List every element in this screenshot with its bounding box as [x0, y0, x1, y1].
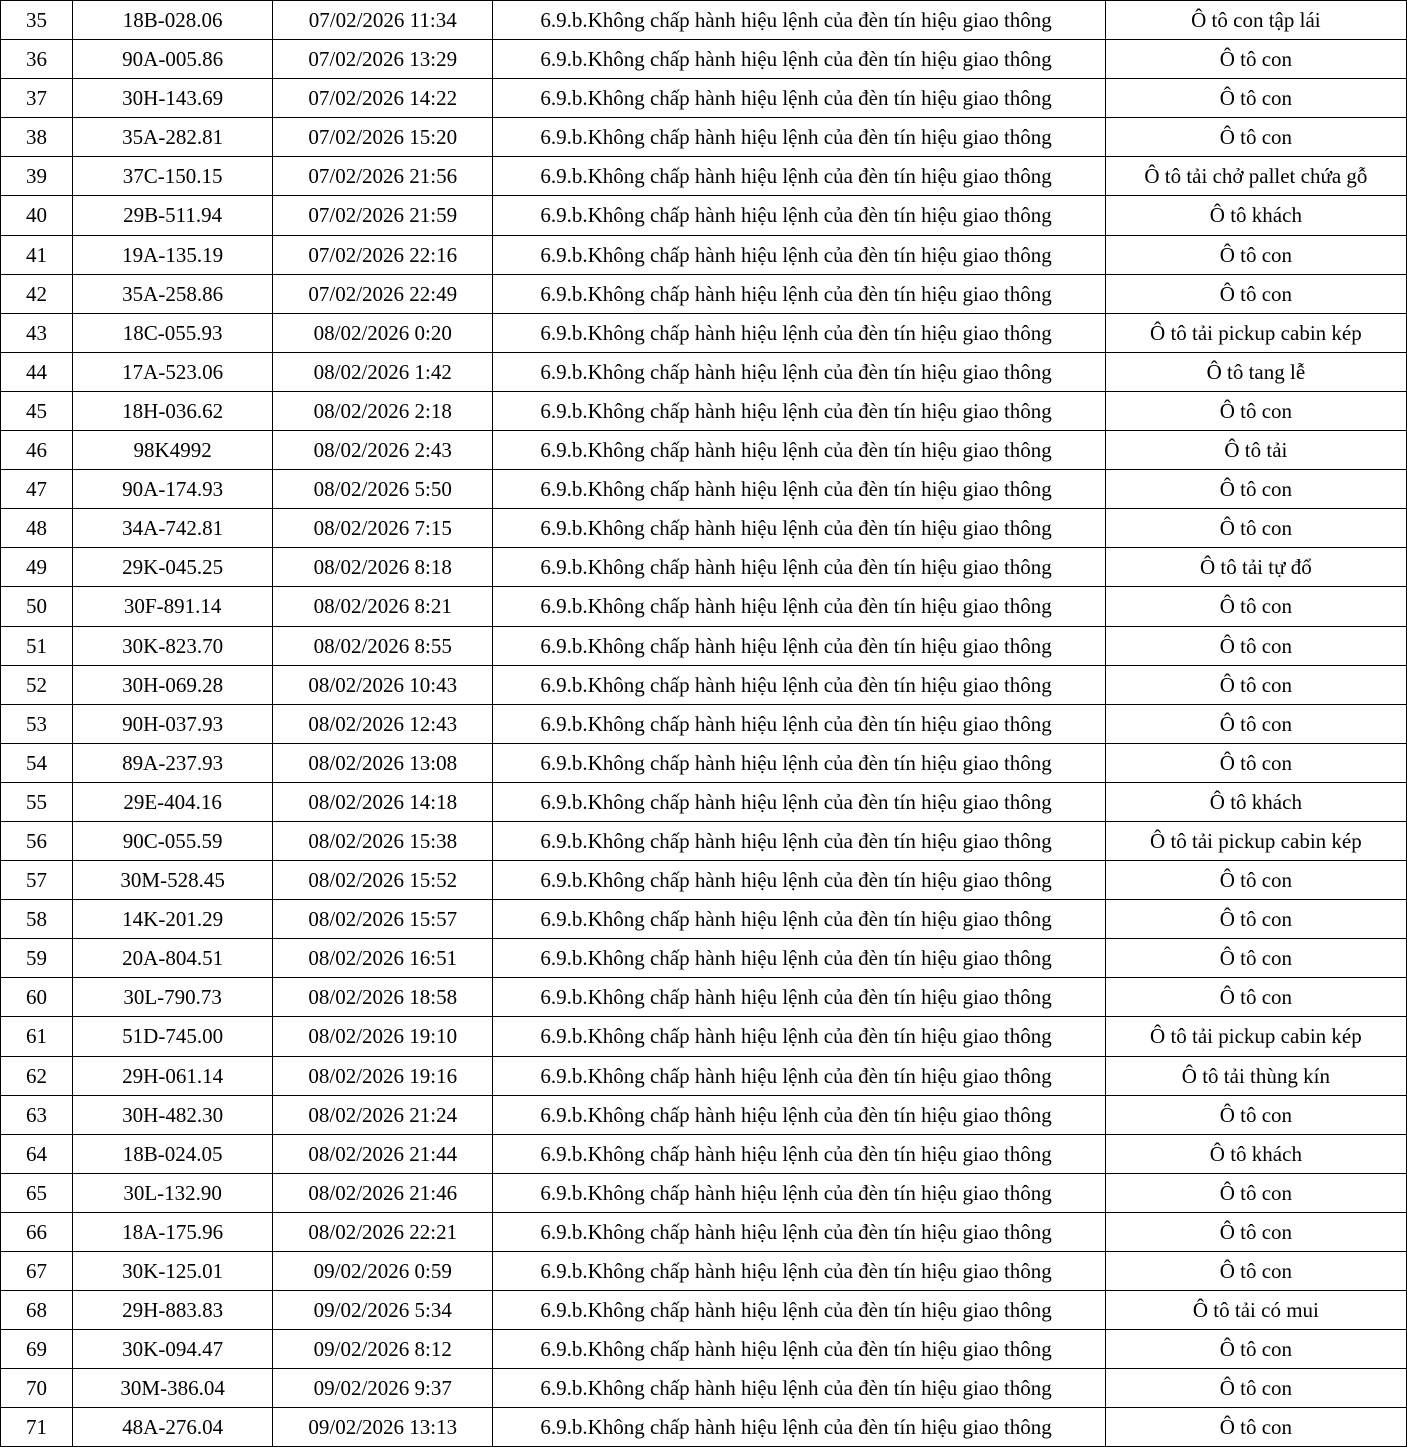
table-row: [1, 1017, 1407, 1056]
table-row: [1, 509, 1407, 548]
cell-type: Ô tô tải tự đổ: [1105, 548, 1406, 587]
table-row: [1, 861, 1407, 900]
cell-stt: 43: [1, 313, 73, 352]
cell-plate: 30L-790.73: [73, 978, 273, 1017]
cell-time: 07/02/2026 22:16: [273, 235, 493, 274]
cell-violation: [493, 1252, 1105, 1291]
table-row: [1, 743, 1407, 782]
violation-text: 6.9.b.Không chấp hành hiệu lệnh của đèn tín hiệu giao thông: [540, 164, 1052, 189]
cell-violation: [493, 1095, 1105, 1134]
table-row: [1, 235, 1407, 274]
cell-type: Ô tô con: [1105, 509, 1406, 548]
cell-time: 08/02/2026 8:55: [273, 626, 493, 665]
table-row: [1, 1291, 1407, 1330]
cell-time: 07/02/2026 21:59: [273, 196, 493, 235]
cell-type: Ô tô tải: [1105, 431, 1406, 470]
violation-text: 6.9.b.Không chấp hành hiệu lệnh của đèn tín hiệu giao thông: [540, 672, 1052, 697]
violation-text: 6.9.b.Không chấp hành hiệu lệnh của đèn tín hiệu giao thông: [540, 1337, 1052, 1362]
cell-type: Ô tô tải pickup cabin kép: [1105, 821, 1406, 860]
cell-type: Ô tô con: [1105, 665, 1406, 704]
cell-violation: [493, 939, 1105, 978]
cell-plate: 18B-028.06: [73, 1, 273, 40]
table-row: [1, 274, 1407, 313]
cell-time: 08/02/2026 2:43: [273, 431, 493, 470]
cell-plate: 30H-069.28: [73, 665, 273, 704]
table-row: [1, 782, 1407, 821]
table-row: [1, 1330, 1407, 1369]
table-row: [1, 1, 1407, 40]
cell-violation: [493, 1134, 1105, 1173]
violation-text: 6.9.b.Không chấp hành hiệu lệnh của đèn tín hiệu giao thông: [540, 1219, 1052, 1244]
violation-text: 6.9.b.Không chấp hành hiệu lệnh của đèn tín hiệu giao thông: [540, 203, 1052, 228]
cell-violation: [493, 743, 1105, 782]
cell-stt: 71: [1, 1408, 73, 1447]
cell-stt: 68: [1, 1291, 73, 1330]
cell-time: 08/02/2026 1:42: [273, 352, 493, 391]
cell-plate: 30M-386.04: [73, 1369, 273, 1408]
violation-text: 6.9.b.Không chấp hành hiệu lệnh của đèn tín hiệu giao thông: [540, 477, 1052, 502]
violation-text: 6.9.b.Không chấp hành hiệu lệnh của đèn tín hiệu giao thông: [540, 1298, 1052, 1323]
violation-text: 6.9.b.Không chấp hành hiệu lệnh của đèn tín hiệu giao thông: [540, 47, 1052, 72]
table-row: [1, 587, 1407, 626]
cell-stt: 57: [1, 861, 73, 900]
cell-type: Ô tô tải thùng kín: [1105, 1056, 1406, 1095]
cell-stt: 55: [1, 782, 73, 821]
cell-violation: [493, 1017, 1105, 1056]
cell-stt: 35: [1, 1, 73, 40]
table-row: [1, 821, 1407, 860]
cell-time: 07/02/2026 21:56: [273, 157, 493, 196]
cell-stt: 53: [1, 704, 73, 743]
cell-plate: 98K4992: [73, 431, 273, 470]
cell-stt: 67: [1, 1252, 73, 1291]
cell-violation: [493, 782, 1105, 821]
cell-type: Ô tô con: [1105, 235, 1406, 274]
cell-plate: 18C-055.93: [73, 313, 273, 352]
cell-plate: 34A-742.81: [73, 509, 273, 548]
cell-stt: 39: [1, 157, 73, 196]
cell-time: 08/02/2026 8:18: [273, 548, 493, 587]
cell-plate: 29E-404.16: [73, 782, 273, 821]
violation-text: 6.9.b.Không chấp hành hiệu lệnh của đèn tín hiệu giao thông: [540, 946, 1052, 971]
violation-text: 6.9.b.Không chấp hành hiệu lệnh của đèn tín hiệu giao thông: [540, 359, 1052, 384]
cell-stt: 48: [1, 509, 73, 548]
cell-plate: 29K-045.25: [73, 548, 273, 587]
cell-violation: [493, 1212, 1105, 1251]
cell-plate: 48A-276.04: [73, 1408, 273, 1447]
cell-stt: 38: [1, 118, 73, 157]
cell-violation: [493, 704, 1105, 743]
violation-text: 6.9.b.Không chấp hành hiệu lệnh của đèn tín hiệu giao thông: [540, 1024, 1052, 1049]
cell-type: Ô tô khách: [1105, 782, 1406, 821]
cell-type: Ô tô tải có mui: [1105, 1291, 1406, 1330]
cell-time: 08/02/2026 21:24: [273, 1095, 493, 1134]
table-row: [1, 626, 1407, 665]
cell-stt: 59: [1, 939, 73, 978]
cell-stt: 69: [1, 1330, 73, 1369]
cell-stt: 42: [1, 274, 73, 313]
cell-time: 08/02/2026 16:51: [273, 939, 493, 978]
cell-type: Ô tô khách: [1105, 196, 1406, 235]
cell-time: 08/02/2026 15:57: [273, 900, 493, 939]
cell-stt: 70: [1, 1369, 73, 1408]
cell-violation: [493, 352, 1105, 391]
table-row: [1, 1173, 1407, 1212]
cell-type: Ô tô khách: [1105, 1134, 1406, 1173]
table-row: [1, 1408, 1407, 1447]
cell-stt: 50: [1, 587, 73, 626]
cell-stt: 62: [1, 1056, 73, 1095]
cell-violation: [493, 40, 1105, 79]
cell-plate: 14K-201.29: [73, 900, 273, 939]
cell-time: 08/02/2026 2:18: [273, 391, 493, 430]
cell-time: 07/02/2026 13:29: [273, 40, 493, 79]
cell-time: 08/02/2026 18:58: [273, 978, 493, 1017]
cell-plate: 35A-282.81: [73, 118, 273, 157]
cell-time: 07/02/2026 15:20: [273, 118, 493, 157]
cell-time: 08/02/2026 0:20: [273, 313, 493, 352]
cell-time: 09/02/2026 8:12: [273, 1330, 493, 1369]
cell-plate: 90C-055.59: [73, 821, 273, 860]
cell-time: 08/02/2026 15:52: [273, 861, 493, 900]
cell-plate: 18H-036.62: [73, 391, 273, 430]
cell-stt: 52: [1, 665, 73, 704]
violation-text: 6.9.b.Không chấp hành hiệu lệnh của đèn tín hiệu giao thông: [540, 868, 1052, 893]
cell-violation: [493, 1369, 1105, 1408]
cell-violation: [493, 548, 1105, 587]
violation-text: 6.9.b.Không chấp hành hiệu lệnh của đèn tín hiệu giao thông: [540, 1180, 1052, 1205]
cell-time: 08/02/2026 5:50: [273, 470, 493, 509]
violation-text: 6.9.b.Không chấp hành hiệu lệnh của đèn tín hiệu giao thông: [540, 8, 1052, 33]
violation-text: 6.9.b.Không chấp hành hiệu lệnh của đèn tín hiệu giao thông: [540, 125, 1052, 150]
cell-plate: 30H-143.69: [73, 79, 273, 118]
cell-time: 07/02/2026 22:49: [273, 274, 493, 313]
cell-stt: 56: [1, 821, 73, 860]
violation-text: 6.9.b.Không chấp hành hiệu lệnh của đèn tín hiệu giao thông: [540, 281, 1052, 306]
cell-violation: [493, 235, 1105, 274]
violation-table-body: [1, 1, 1407, 1447]
violation-text: 6.9.b.Không chấp hành hiệu lệnh của đèn tín hiệu giao thông: [540, 1141, 1052, 1166]
cell-violation: [493, 1, 1105, 40]
violation-text: 6.9.b.Không chấp hành hiệu lệnh của đèn tín hiệu giao thông: [540, 633, 1052, 658]
cell-type: Ô tô con: [1105, 1173, 1406, 1212]
cell-violation: [493, 274, 1105, 313]
violation-text: 6.9.b.Không chấp hành hiệu lệnh của đèn tín hiệu giao thông: [540, 789, 1052, 814]
table-row: [1, 1056, 1407, 1095]
cell-plate: 20A-804.51: [73, 939, 273, 978]
violation-text: 6.9.b.Không chấp hành hiệu lệnh của đèn tín hiệu giao thông: [540, 750, 1052, 775]
cell-plate: 37C-150.15: [73, 157, 273, 196]
cell-time: 08/02/2026 22:21: [273, 1212, 493, 1251]
cell-type: Ô tô con: [1105, 1369, 1406, 1408]
violation-text: 6.9.b.Không chấp hành hiệu lệnh của đèn tín hiệu giao thông: [540, 438, 1052, 463]
cell-time: 09/02/2026 5:34: [273, 1291, 493, 1330]
cell-stt: 60: [1, 978, 73, 1017]
cell-violation: [493, 157, 1105, 196]
cell-type: Ô tô con: [1105, 939, 1406, 978]
table-row: [1, 352, 1407, 391]
cell-violation: [493, 626, 1105, 665]
table-row: [1, 313, 1407, 352]
cell-stt: 61: [1, 1017, 73, 1056]
cell-type: Ô tô con: [1105, 40, 1406, 79]
cell-time: 08/02/2026 19:16: [273, 1056, 493, 1095]
violation-text: 6.9.b.Không chấp hành hiệu lệnh của đèn tín hiệu giao thông: [540, 907, 1052, 932]
cell-plate: 30K-823.70: [73, 626, 273, 665]
cell-plate: 18B-024.05: [73, 1134, 273, 1173]
violation-text: 6.9.b.Không chấp hành hiệu lệnh của đèn tín hiệu giao thông: [540, 828, 1052, 853]
cell-time: 08/02/2026 21:44: [273, 1134, 493, 1173]
cell-time: 08/02/2026 10:43: [273, 665, 493, 704]
cell-type: Ô tô tải pickup cabin kép: [1105, 1017, 1406, 1056]
violation-text: 6.9.b.Không chấp hành hiệu lệnh của đèn tín hiệu giao thông: [540, 242, 1052, 267]
cell-stt: 45: [1, 391, 73, 430]
cell-violation: [493, 1056, 1105, 1095]
cell-type: Ô tô tải pickup cabin kép: [1105, 313, 1406, 352]
cell-violation: [493, 391, 1105, 430]
cell-time: 08/02/2026 8:21: [273, 587, 493, 626]
cell-plate: 18A-175.96: [73, 1212, 273, 1251]
cell-plate: 30F-891.14: [73, 587, 273, 626]
table-row: [1, 1369, 1407, 1408]
cell-time: 08/02/2026 7:15: [273, 509, 493, 548]
cell-plate: 90H-037.93: [73, 704, 273, 743]
cell-type: Ô tô con: [1105, 391, 1406, 430]
violation-text: 6.9.b.Không chấp hành hiệu lệnh của đèn tín hiệu giao thông: [540, 1376, 1052, 1401]
cell-violation: [493, 1408, 1105, 1447]
cell-stt: 63: [1, 1095, 73, 1134]
table-row: [1, 79, 1407, 118]
cell-time: 08/02/2026 14:18: [273, 782, 493, 821]
violation-text: 6.9.b.Không chấp hành hiệu lệnh của đèn tín hiệu giao thông: [540, 320, 1052, 345]
cell-stt: 49: [1, 548, 73, 587]
cell-type: Ô tô con: [1105, 79, 1406, 118]
cell-time: 08/02/2026 15:38: [273, 821, 493, 860]
cell-plate: 29B-511.94: [73, 196, 273, 235]
table-row: [1, 900, 1407, 939]
cell-stt: 41: [1, 235, 73, 274]
violation-text: 6.9.b.Không chấp hành hiệu lệnh của đèn tín hiệu giao thông: [540, 1415, 1052, 1440]
cell-plate: 29H-883.83: [73, 1291, 273, 1330]
cell-stt: 58: [1, 900, 73, 939]
violation-text: 6.9.b.Không chấp hành hiệu lệnh của đèn tín hiệu giao thông: [540, 555, 1052, 580]
cell-type: Ô tô tang lễ: [1105, 352, 1406, 391]
cell-violation: [493, 118, 1105, 157]
table-row: [1, 391, 1407, 430]
cell-stt: 65: [1, 1173, 73, 1212]
cell-time: 08/02/2026 13:08: [273, 743, 493, 782]
cell-plate: 89A-237.93: [73, 743, 273, 782]
cell-type: Ô tô con: [1105, 978, 1406, 1017]
table-row: [1, 1252, 1407, 1291]
cell-time: 08/02/2026 19:10: [273, 1017, 493, 1056]
cell-type: Ô tô con tập lái: [1105, 1, 1406, 40]
cell-violation: [493, 431, 1105, 470]
cell-type: Ô tô con: [1105, 861, 1406, 900]
cell-violation: [493, 861, 1105, 900]
violation-text: 6.9.b.Không chấp hành hiệu lệnh của đèn tín hiệu giao thông: [540, 398, 1052, 423]
cell-plate: 30K-125.01: [73, 1252, 273, 1291]
cell-violation: [493, 196, 1105, 235]
table-row: [1, 1212, 1407, 1251]
violation-text: 6.9.b.Không chấp hành hiệu lệnh của đèn tín hiệu giao thông: [540, 711, 1052, 736]
cell-violation: [493, 509, 1105, 548]
violation-text: 6.9.b.Không chấp hành hiệu lệnh của đèn tín hiệu giao thông: [540, 1102, 1052, 1127]
cell-plate: 90A-174.93: [73, 470, 273, 509]
violation-text: 6.9.b.Không chấp hành hiệu lệnh của đèn tín hiệu giao thông: [540, 1063, 1052, 1088]
cell-plate: 29H-061.14: [73, 1056, 273, 1095]
cell-type: Ô tô con: [1105, 704, 1406, 743]
cell-stt: 37: [1, 79, 73, 118]
cell-plate: 19A-135.19: [73, 235, 273, 274]
cell-stt: 40: [1, 196, 73, 235]
table-row: [1, 1134, 1407, 1173]
table-row: [1, 665, 1407, 704]
cell-time: 09/02/2026 9:37: [273, 1369, 493, 1408]
cell-type: Ô tô con: [1105, 743, 1406, 782]
cell-time: 09/02/2026 0:59: [273, 1252, 493, 1291]
cell-type: Ô tô con: [1105, 587, 1406, 626]
cell-plate: 35A-258.86: [73, 274, 273, 313]
cell-type: Ô tô tải chở pallet chứa gỗ: [1105, 157, 1406, 196]
cell-violation: [493, 900, 1105, 939]
cell-stt: 47: [1, 470, 73, 509]
cell-plate: 30H-482.30: [73, 1095, 273, 1134]
cell-type: Ô tô con: [1105, 1095, 1406, 1134]
table-row: [1, 196, 1407, 235]
cell-time: 08/02/2026 21:46: [273, 1173, 493, 1212]
cell-time: 07/02/2026 11:34: [273, 1, 493, 40]
cell-type: Ô tô con: [1105, 1408, 1406, 1447]
cell-stt: 44: [1, 352, 73, 391]
cell-type: Ô tô con: [1105, 274, 1406, 313]
cell-type: Ô tô con: [1105, 626, 1406, 665]
cell-stt: 51: [1, 626, 73, 665]
violation-text: 6.9.b.Không chấp hành hiệu lệnh của đèn tín hiệu giao thông: [540, 86, 1052, 111]
cell-violation: [493, 587, 1105, 626]
cell-violation: [493, 1291, 1105, 1330]
cell-stt: 64: [1, 1134, 73, 1173]
cell-stt: 54: [1, 743, 73, 782]
cell-plate: 30L-132.90: [73, 1173, 273, 1212]
cell-type: Ô tô con: [1105, 1252, 1406, 1291]
table-row: [1, 118, 1407, 157]
cell-type: Ô tô con: [1105, 118, 1406, 157]
cell-stt: 36: [1, 40, 73, 79]
table-row: [1, 431, 1407, 470]
cell-type: Ô tô con: [1105, 900, 1406, 939]
cell-violation: [493, 470, 1105, 509]
cell-time: 08/02/2026 12:43: [273, 704, 493, 743]
cell-violation: [493, 79, 1105, 118]
cell-violation: [493, 821, 1105, 860]
cell-violation: [493, 1173, 1105, 1212]
cell-plate: 30M-528.45: [73, 861, 273, 900]
cell-type: Ô tô con: [1105, 1212, 1406, 1251]
violation-text: 6.9.b.Không chấp hành hiệu lệnh của đèn tín hiệu giao thông: [540, 985, 1052, 1010]
violation-text: 6.9.b.Không chấp hành hiệu lệnh của đèn tín hiệu giao thông: [540, 516, 1052, 541]
table-row: [1, 40, 1407, 79]
table-row: [1, 470, 1407, 509]
cell-plate: 30K-094.47: [73, 1330, 273, 1369]
table-row: [1, 548, 1407, 587]
violation-text: 6.9.b.Không chấp hành hiệu lệnh của đèn tín hiệu giao thông: [540, 594, 1052, 619]
cell-violation: [493, 313, 1105, 352]
table-row: [1, 1095, 1407, 1134]
cell-time: 07/02/2026 14:22: [273, 79, 493, 118]
cell-violation: [493, 978, 1105, 1017]
cell-plate: 90A-005.86: [73, 40, 273, 79]
cell-time: 09/02/2026 13:13: [273, 1408, 493, 1447]
cell-violation: [493, 1330, 1105, 1369]
cell-violation: [493, 665, 1105, 704]
table-row: [1, 978, 1407, 1017]
violation-text: 6.9.b.Không chấp hành hiệu lệnh của đèn tín hiệu giao thông: [540, 1259, 1052, 1284]
table-row: [1, 157, 1407, 196]
cell-type: Ô tô con: [1105, 1330, 1406, 1369]
cell-plate: 51D-745.00: [73, 1017, 273, 1056]
cell-stt: 46: [1, 431, 73, 470]
cell-plate: 17A-523.06: [73, 352, 273, 391]
cell-stt: 66: [1, 1212, 73, 1251]
table-row: [1, 939, 1407, 978]
table-row: [1, 704, 1407, 743]
cell-type: Ô tô con: [1105, 470, 1406, 509]
